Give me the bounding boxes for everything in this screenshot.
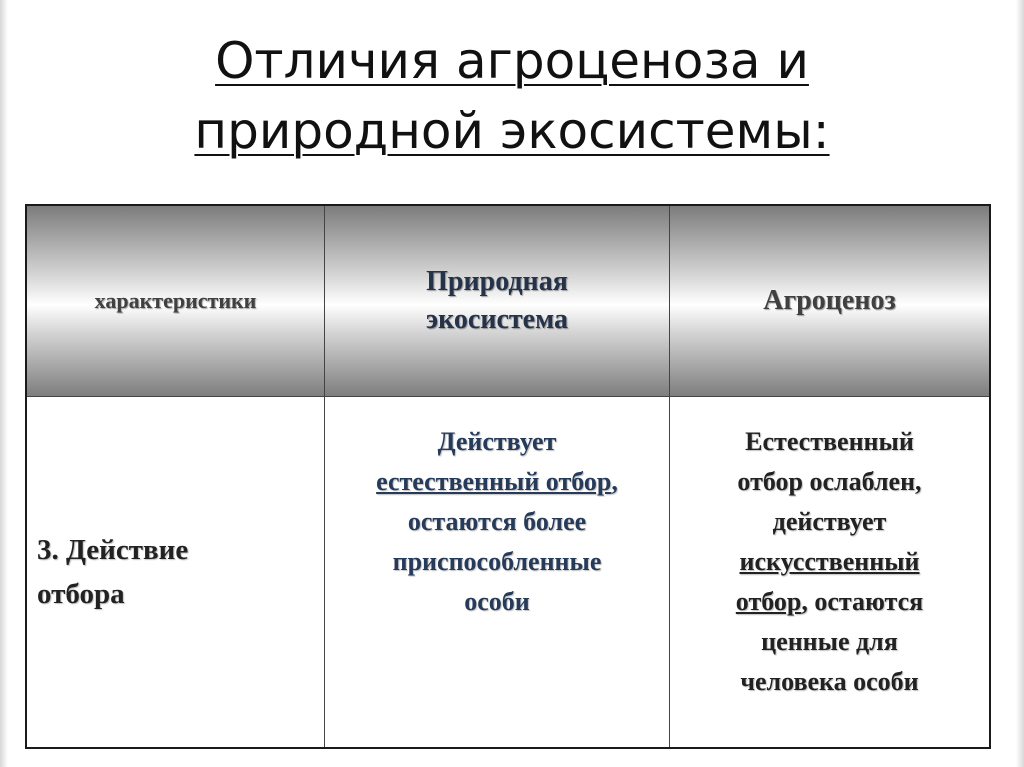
comparison-table — [25, 204, 991, 749]
cell-agrocenosis — [670, 396, 989, 747]
agro-line5 — [670, 582, 989, 622]
slide-title-line2: природной экосистемы: — [194, 102, 830, 160]
natural-line3: остаются более — [407, 507, 587, 536]
cell-natural-ecosystem — [325, 396, 670, 747]
agro-line4-underlined: искусственный — [739, 547, 920, 576]
natural-selection-underlined: естественный отбор — [376, 467, 612, 496]
agro-line6: ценные для — [761, 627, 898, 656]
header-natural-line2: экосистема — [426, 304, 568, 335]
agro-line3: действует — [772, 507, 887, 536]
header-agrocenosis-label: Агроценоз — [763, 285, 896, 316]
agro-selection-underlined: отбор — [735, 587, 802, 616]
header-characteristics — [27, 206, 325, 396]
characteristic-line1: 3. Действие — [37, 534, 189, 566]
slide-title — [0, 26, 1024, 166]
cell-characteristic — [27, 396, 325, 747]
header-characteristics-label: характеристики — [94, 288, 257, 313]
header-natural-line1: Природная — [426, 266, 568, 297]
natural-line5: особи — [464, 587, 530, 616]
natural-line1: Действует — [437, 427, 557, 456]
agro-line1: Естественный — [745, 427, 914, 456]
header-agrocenosis — [670, 206, 989, 396]
natural-line2-tail: , — [611, 467, 618, 496]
natural-line2 — [325, 462, 669, 502]
characteristic-line2: отбора — [37, 578, 125, 610]
natural-line4: приспособленные — [392, 547, 602, 576]
header-natural-ecosystem — [325, 206, 670, 396]
slide-title-line1: Отличия агроценоза и — [215, 32, 809, 90]
agro-line2: отбор ослаблен, — [737, 467, 922, 496]
agro-line7: человека особи — [740, 667, 919, 696]
agro-line5-tail: , остаются — [801, 587, 924, 616]
